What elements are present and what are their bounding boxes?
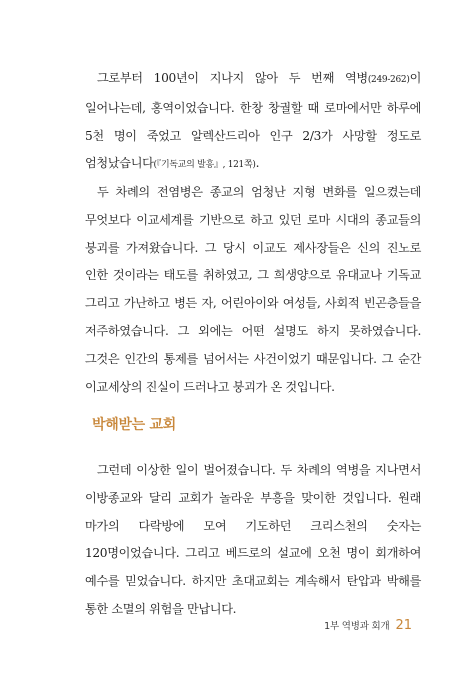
book-citation: (『기독교의 발흥』, 121쪽) bbox=[153, 160, 256, 171]
paragraph-religious-change: 두 차례의 전염병은 종교의 엄청난 지형 변화를 일으켰는데 무엇보다 이교세계를 기반으로 하고 있던 로마 시대의 종교들의 붕괴를 가져왔습니다. 그 당시 이교도 제사장들은 신의 진노로 인한 것이라는 태도를 취하였고, 그 희생양으로 유대교나 기독교 그리고 가난하고 병든 자, 어린아이와 여성들, 사회적 빈곤층들을 저주하였습니다. 그 외에는 어떤 설명도 하지 못하였습니다. 그것은 인간의 통제를 넘어서는 사건이었기 때문입니다. 그 순간 이교세상의 진실이 드러나고 붕괴가 온 것입니다. bbox=[85, 185, 421, 394]
years-note: (249-262) bbox=[367, 75, 410, 85]
section-heading: 박해받는 교회 bbox=[92, 417, 176, 433]
page-number: 21 bbox=[395, 618, 412, 633]
paragraph-second-plague bbox=[85, 65, 421, 180]
page-footer bbox=[324, 618, 412, 633]
paragraph-text: 이 일어나는데, 홍역이었습니다. 한창 창궐할 때 로마에서만 하루에 5천 명이 죽었고 알렉산드리아 인구 2/3가 사망할 정도로 엄청났습니다 bbox=[85, 71, 421, 171]
paragraph-text: 그로부터 100년이 지나지 않아 두 번째 역병 bbox=[97, 71, 368, 85]
part-label: 1부 역병과 회개 bbox=[324, 621, 390, 632]
paragraph-church-revival: 그런데 이상한 일이 벌어졌습니다. 두 차례의 역병을 지나면서 이방종교와 달리 교회가 놀라운 부흥을 맞이한 것입니다. 원래 마가의 다락방에 모여 기도하던 크리스천의 숫자는 120명이었습니다. 그리고 베드로의 설교에 오천 명이 회개하여 예수를 믿었습니다. 하지만 초대교회는 계속해서 탄압과 박해를 통한 소멸의 위험을 만납니다. bbox=[85, 463, 421, 616]
paragraph-end: . bbox=[255, 156, 260, 171]
